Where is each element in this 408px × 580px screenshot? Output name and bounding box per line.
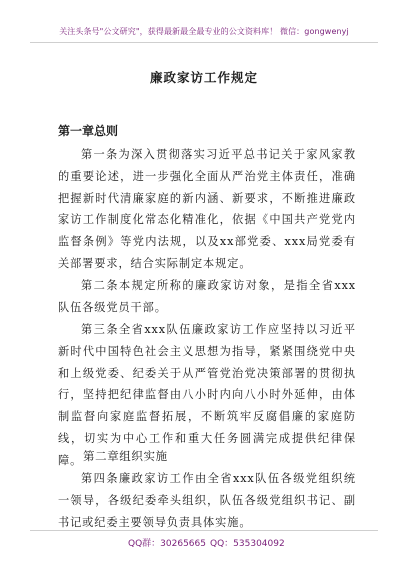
footer-qq-group: QQ群：30265665	[128, 539, 206, 549]
header-note: 关注头条号"公文研究"，获得最新最全最专业的公文资料库！ 微信：gongwenyj	[59, 27, 349, 36]
footer-qq-number: QQ：535304092	[210, 539, 285, 549]
chapter-one-heading: 第一章总则	[58, 124, 119, 138]
article-two: 第二条本规定所称的廉政家访对象，是指全省xxx队伍各级党员干部。	[58, 279, 356, 314]
chapter-two-heading: 第二章组织实施	[83, 449, 168, 463]
article-three: 第三条全省xxx队伍廉政家访工作应坚持以习近平新时代中国特色社会主义思想为指导，紧紧围绕党中央和上级党委、纪委关于从严管党治党决策部署的贯彻执行，坚持把纪律监督由八小时内向八小时外延伸，由体制监督向家庭监督拓展，不断筑牢反腐倡廉的家庭防线，切实为中心工作和重大任务圆满完成提供纪律保障。	[58, 323, 356, 467]
footer-divider	[30, 530, 378, 531]
article-one: 第一条为深入贯彻落实习近平总书记关于家风家教的重要论述，进一步强化全面从严治党主体责任，准确把握新时代清廉家庭的新内涵、新要求，不断推进廉政家访工作制度化常态化精准化，依据《中国共产党党内监督条例》等党内法规，以及xx部党委、xxx局党委有关部署要求，结合实际制定本规定。	[58, 148, 356, 270]
header-divider	[30, 42, 378, 43]
article-four: 第四条廉政家访工作由全省xxx队伍各级党组织统一领导，各级纪委牵头组织，队伍各级党组织书记、副书记或纪委主要领导负责具体实施。	[58, 472, 356, 529]
document-title: 廉政家访工作规定	[149, 70, 258, 85]
